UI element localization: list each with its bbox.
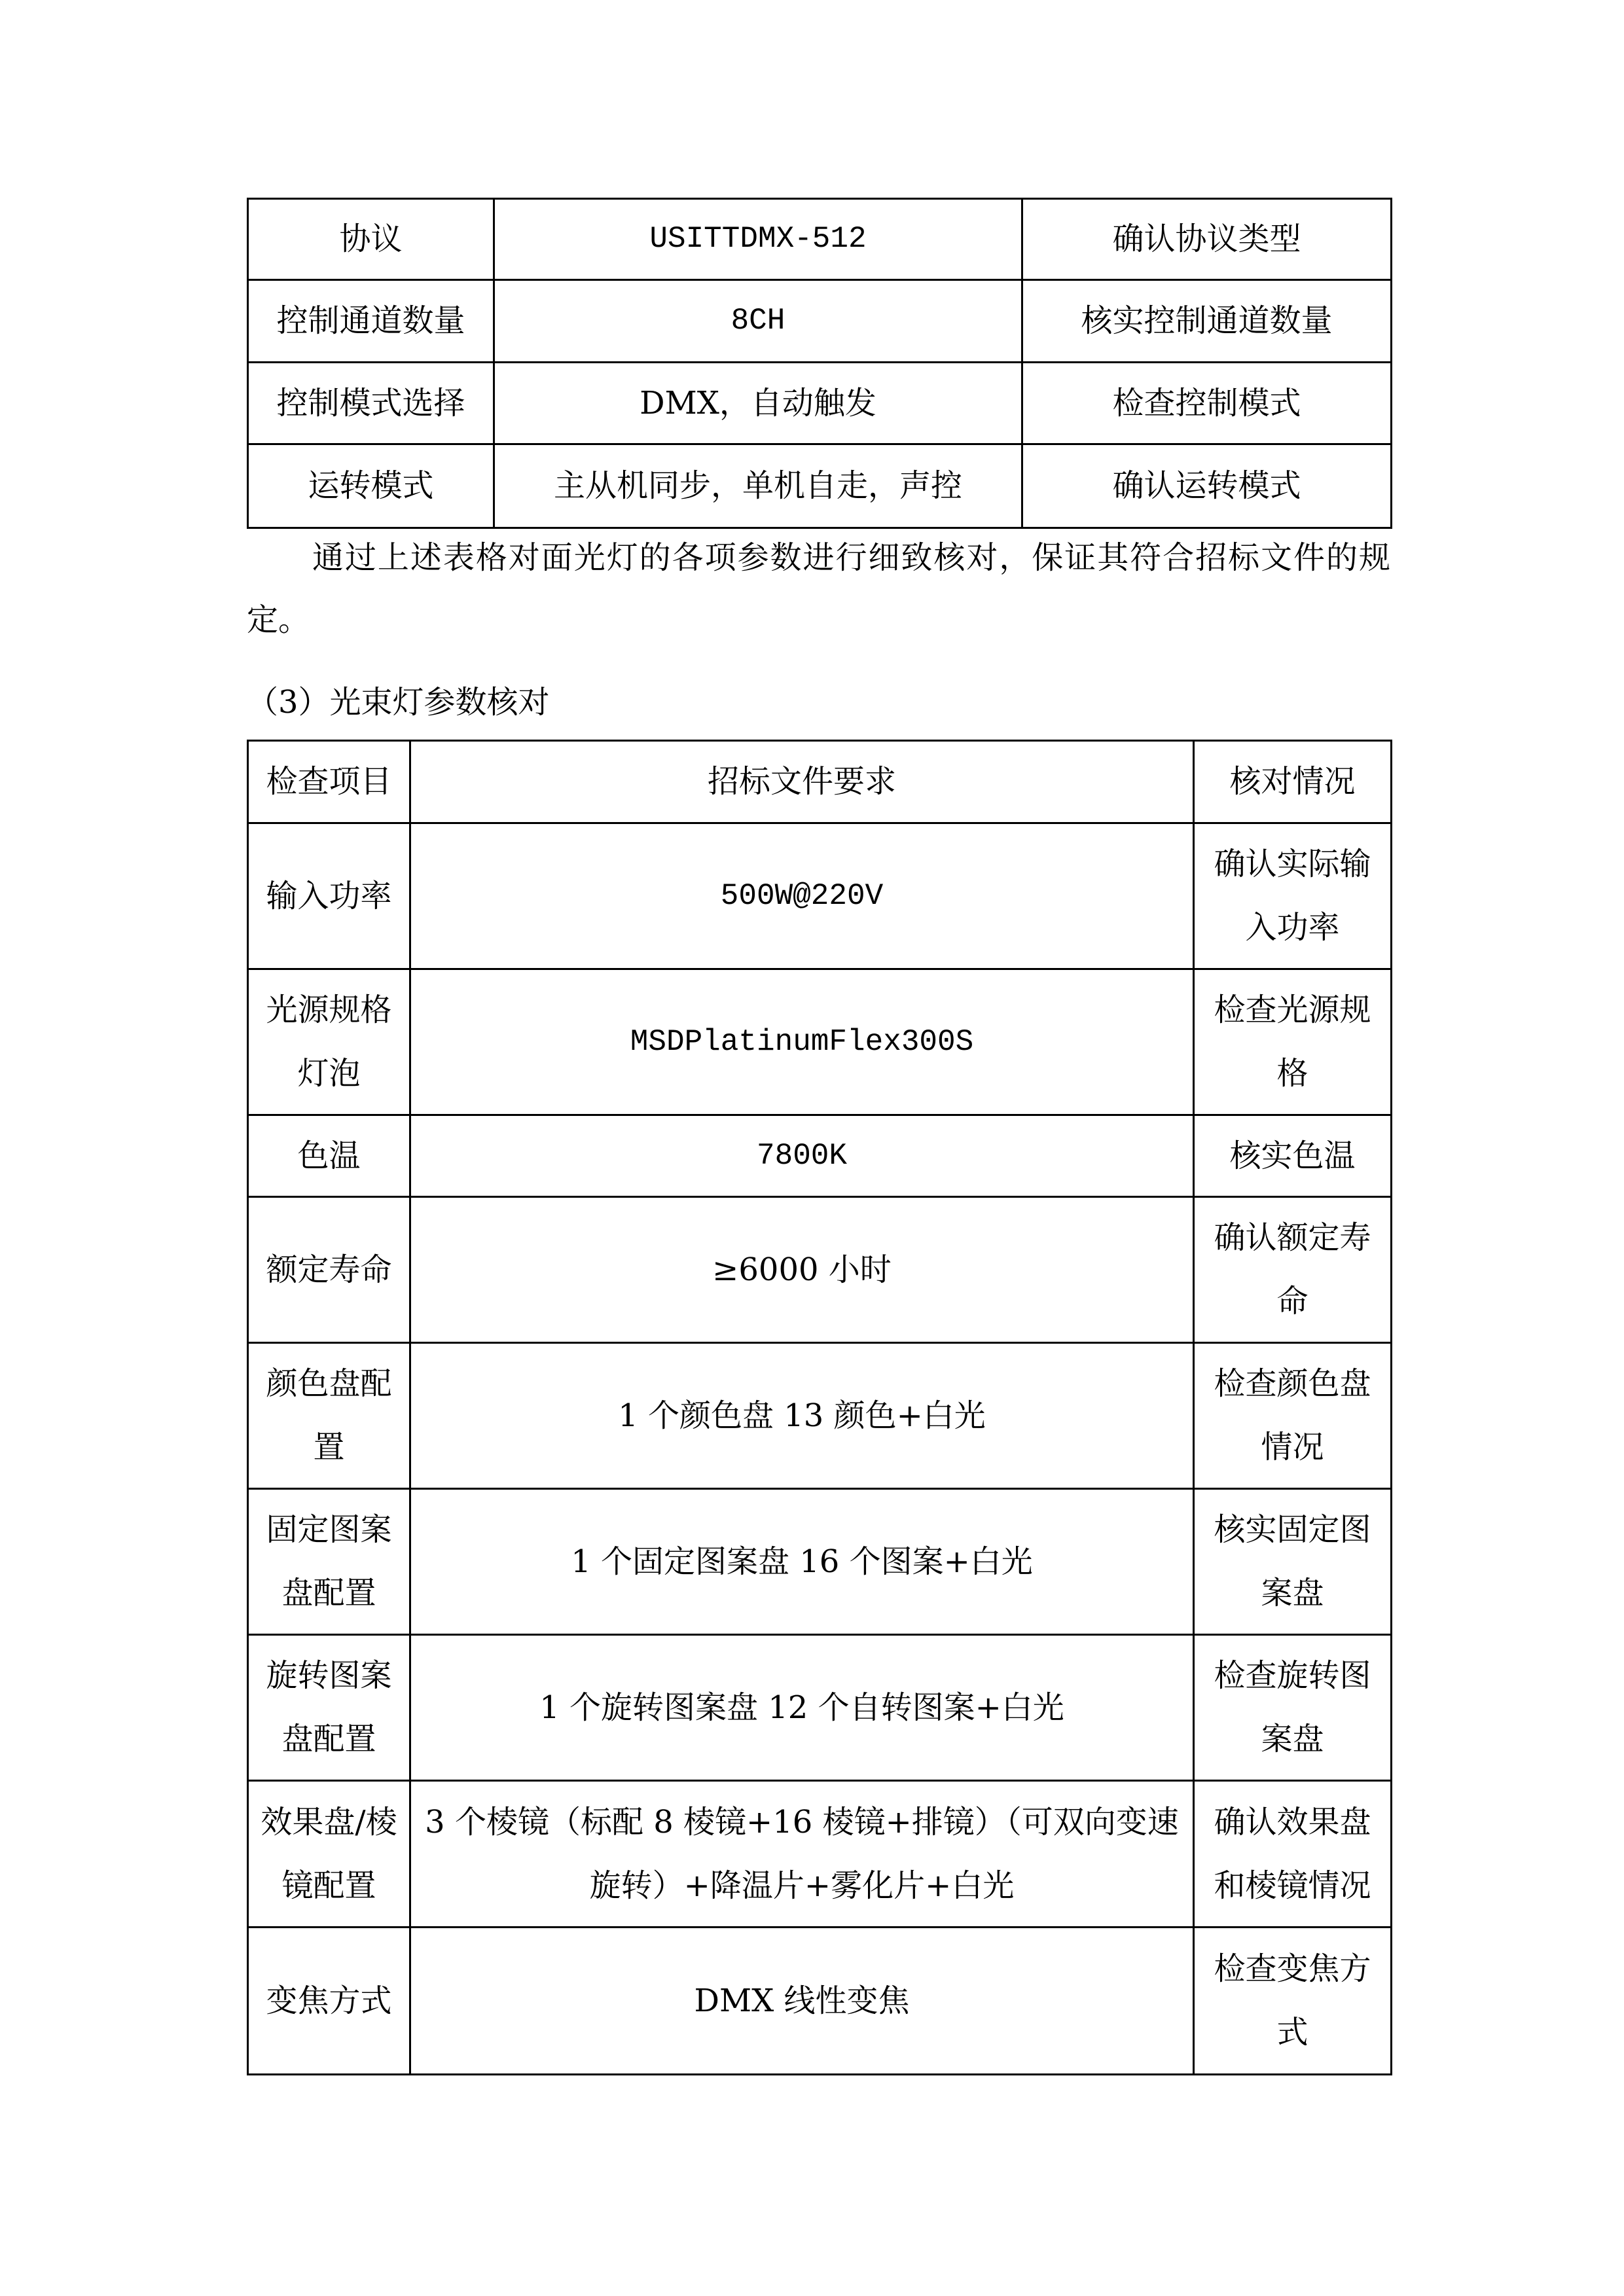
table-row — [248, 1115, 1392, 1197]
header-check-item: 检查项目 — [248, 741, 410, 823]
tender-requirement-cell: DMX 线性变焦 — [410, 1928, 1194, 2075]
section-heading: （3）光束灯参数核对 — [247, 684, 550, 721]
tender-requirement-cell: 1 个颜色盘 13 颜色+白光 — [410, 1343, 1194, 1489]
param-value-cell: 8CH — [494, 280, 1022, 363]
table-row — [248, 1781, 1392, 1928]
tender-requirement-cell: ≥6000 小时 — [410, 1197, 1194, 1343]
verification-cell: 核实固定图案盘 — [1194, 1489, 1392, 1635]
verification-cell: 检查变焦方式 — [1194, 1928, 1392, 2075]
param-name-cell: 运转模式 — [248, 444, 494, 528]
summary-paragraph: 通过上述表格对面光灯的各项参数进行细致核对，保证其符合招标文件的规定。 — [247, 539, 1390, 638]
table-row — [248, 1489, 1392, 1635]
table-row — [248, 199, 1392, 280]
tender-requirement-cell: 7800K — [410, 1115, 1194, 1197]
tender-requirement-cell: 500W@220V — [410, 823, 1194, 969]
check-action-cell: 确认运转模式 — [1022, 444, 1392, 528]
verification-cell: 确认实际输入功率 — [1194, 823, 1392, 969]
header-tender-requirement: 招标文件要求 — [410, 741, 1194, 823]
table-row — [248, 1928, 1392, 2075]
verification-cell: 确认效果盘和棱镜情况 — [1194, 1781, 1392, 1928]
param-value-cell: 主从机同步，单机自走，声控 — [494, 444, 1022, 528]
param-name-cell: 协议 — [248, 199, 494, 280]
table-row — [248, 969, 1392, 1115]
param-value-cell: DMX，自动触发 — [494, 363, 1022, 444]
check-item-cell: 变焦方式 — [248, 1928, 410, 2075]
check-item-cell: 固定图案盘配置 — [248, 1489, 410, 1635]
tender-requirement-cell: MSDPlatinumFlex300S — [410, 969, 1194, 1115]
table-row — [248, 363, 1392, 444]
check-item-cell: 输入功率 — [248, 823, 410, 969]
header-verification: 核对情况 — [1194, 741, 1392, 823]
param-name-cell: 控制通道数量 — [248, 280, 494, 363]
check-item-cell: 光源规格灯泡 — [248, 969, 410, 1115]
tender-requirement-cell: 3 个棱镜（标配 8 棱镜+16 棱镜+排镜）（可双向变速旋转）+降温片+雾化片+白光 — [410, 1781, 1194, 1928]
check-item-cell: 色温 — [248, 1115, 410, 1197]
verification-cell: 核实色温 — [1194, 1115, 1392, 1197]
table-row — [248, 741, 1392, 823]
table-row — [248, 823, 1392, 969]
check-item-cell: 旋转图案盘配置 — [248, 1635, 410, 1781]
check-item-cell: 颜色盘配置 — [248, 1343, 410, 1489]
param-name-cell: 控制模式选择 — [248, 363, 494, 444]
check-item-cell: 效果盘/棱镜配置 — [248, 1781, 410, 1928]
verification-cell: 检查旋转图案盘 — [1194, 1635, 1392, 1781]
check-action-cell: 确认协议类型 — [1022, 199, 1392, 280]
light-params-table — [247, 198, 1392, 529]
tender-requirement-cell: 1 个固定图案盘 16 个图案+白光 — [410, 1489, 1194, 1635]
table-row — [248, 1197, 1392, 1343]
check-action-cell: 核实控制通道数量 — [1022, 280, 1392, 363]
param-value-cell: USITTDMX-512 — [494, 199, 1022, 280]
tender-requirement-cell: 1 个旋转图案盘 12 个自转图案+白光 — [410, 1635, 1194, 1781]
table-row — [248, 280, 1392, 363]
verification-cell: 检查光源规格 — [1194, 969, 1392, 1115]
verification-cell: 检查颜色盘情况 — [1194, 1343, 1392, 1489]
table-row — [248, 1343, 1392, 1489]
check-item-cell: 额定寿命 — [248, 1197, 410, 1343]
beam-light-params-table — [247, 740, 1392, 2075]
table-row — [248, 1635, 1392, 1781]
check-action-cell: 检查控制模式 — [1022, 363, 1392, 444]
verification-cell: 确认额定寿命 — [1194, 1197, 1392, 1343]
table-row — [248, 444, 1392, 528]
